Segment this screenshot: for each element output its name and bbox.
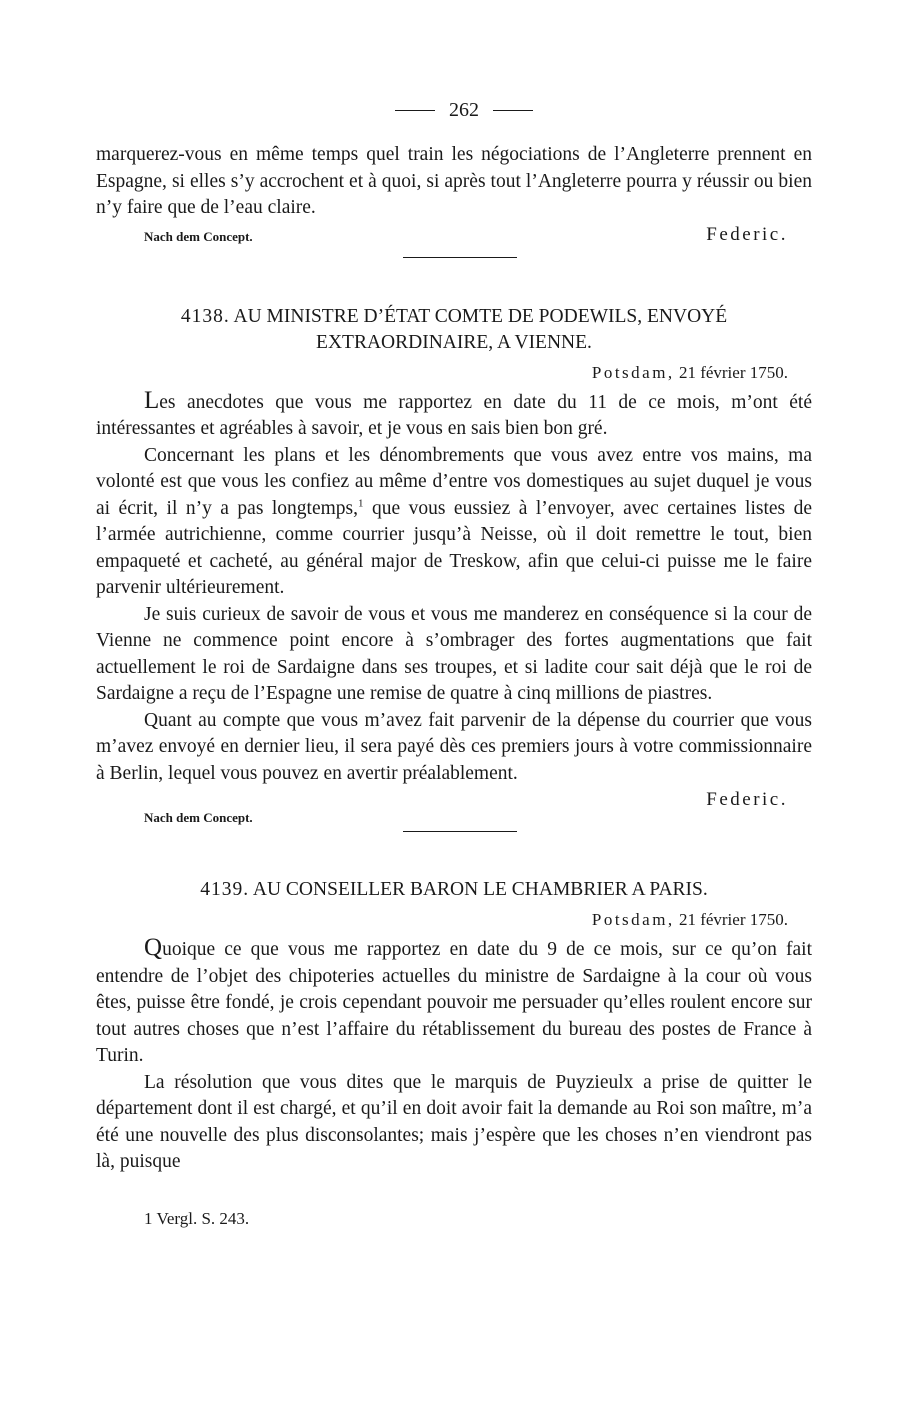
paragraph: La résolution que vous dites que le marquis de Puyzieulx a prise de quitter le département dont il est chargé, et qu’il en doit avoir fait la demande au Roi son maître, m’a été une nouvelle des plus disconsolantes; mais j’espère que les choses n’en viendront pas là, puisque [96, 1071, 812, 1172]
letter-title: AU MINISTRE D’ÉTAT COMTE DE PODEWILS, ENVOYÉ EXTRAORDINAIRE, A VIENNE. [233, 305, 728, 353]
document-page [96, 96, 812, 1232]
letter-title: AU CONSEILLER BARON LE CHAMBRIER A PARIS. [252, 879, 708, 900]
paragraph-text: que vous eussiez à l’envoyer, avec certaines listes de l’armée autrichienne, comme courrier jusqu’à Neisse, où il doit remettre le tout, bien empaqueté et cacheté, au général major de Treskow, afin que celui-ci puisse me le faire parvenir ultérieurement. [96, 497, 813, 598]
footnote-text: Vergl. S. 243. [156, 1208, 250, 1228]
previous-letter-text: marquerez-vous en même temps quel train les négociations de l’Angleterre prennent en Espagne, si elles s’y accrochent et à quoi, si après tout l’Angleterre pourra y réussir ou bien n’y faire que de l’eau claire. [96, 144, 812, 218]
paragraph-text: Concernant les plans et les dénombrements que vous avez entre vos mains, ma volonté est que vous les confiez au même d’entre vos domestiques au sujet duquel je vous ai écrit, il n’y a pas longtemps, [96, 444, 812, 519]
page-number: 262 [449, 98, 479, 121]
separator-rule [403, 831, 517, 832]
initial-letter: Q [144, 934, 163, 961]
dateline-date: 21 février 1750. [678, 910, 788, 929]
paragraph: Quant au compte que vous m’avez fait parvenir de la dépense du courrier que vous m’avez envoyé en dernier lieu, il sera payé dès ces premiers jours à votre commissionnaire à Berlin, lequel vous pouvez en avertir préalablement. [96, 709, 812, 784]
footnote-mark: 1 [144, 1208, 153, 1228]
dateline-4139 [96, 909, 788, 931]
paragraph-text: uoique ce que vous me rapportez en date du 9 de ce mois, sur ce qu’on fait entendre de l’objet des chipoteries actuelles du ministre de Sardaigne à la cour où vous êtes, puisse être fondé, je crois cependant pouvoir me persuader qu’elles roulent encore sur tout autres choses que n’est l’affaire du rétablissement du bureau des postes de France à Turin. [96, 939, 812, 1066]
footnote-reference: 1 [358, 497, 364, 509]
source-note: Nach dem Concept. [144, 228, 253, 244]
letter-closing-4138 [96, 787, 812, 825]
initial-letter: L [144, 386, 160, 414]
dateline-4138 [96, 362, 788, 384]
header-dash-left [395, 110, 435, 111]
separator [96, 248, 812, 268]
paragraph [96, 388, 812, 443]
paragraph: Je suis curieux de savoir de vous et vous me manderez en conséquence si la cour de Vienne ne commence point encore à s’ombrager des fortes augmentations que fait actuellement le roi de Sardaigne dans ses troupes, et si ladite cour sait déjà que le roi de Sardaigne a reçu de l’Espagne une remise de quatre à cinq millions de piastres. [96, 603, 812, 704]
letter-heading-4138 [96, 304, 812, 356]
dateline-date: 21 février 1750. [678, 362, 788, 382]
letter-heading-4139 [96, 877, 812, 903]
signature: Federic. [706, 789, 788, 810]
letter-number: 4138. [180, 305, 230, 327]
dateline-place: Potsdam, [591, 910, 675, 929]
separator-rule [403, 257, 517, 258]
source-note: Nach dem Concept. [144, 810, 253, 825]
signature: Federic. [706, 223, 788, 245]
header-dash-right [493, 110, 533, 111]
footnote [144, 1206, 812, 1233]
paragraph [96, 935, 812, 1070]
dateline-place: Potsdam, [591, 362, 675, 382]
previous-letter-closing [96, 222, 812, 248]
paragraph [96, 443, 812, 602]
paragraph-text: es anecdotes que vous me rapportez en date du 11 de ce mois, m’ont été intéressantes et agréables à savoir, et je vous en sais bien bon gré. [96, 391, 812, 439]
letter-number: 4139. [200, 879, 250, 900]
page-header [116, 96, 812, 124]
